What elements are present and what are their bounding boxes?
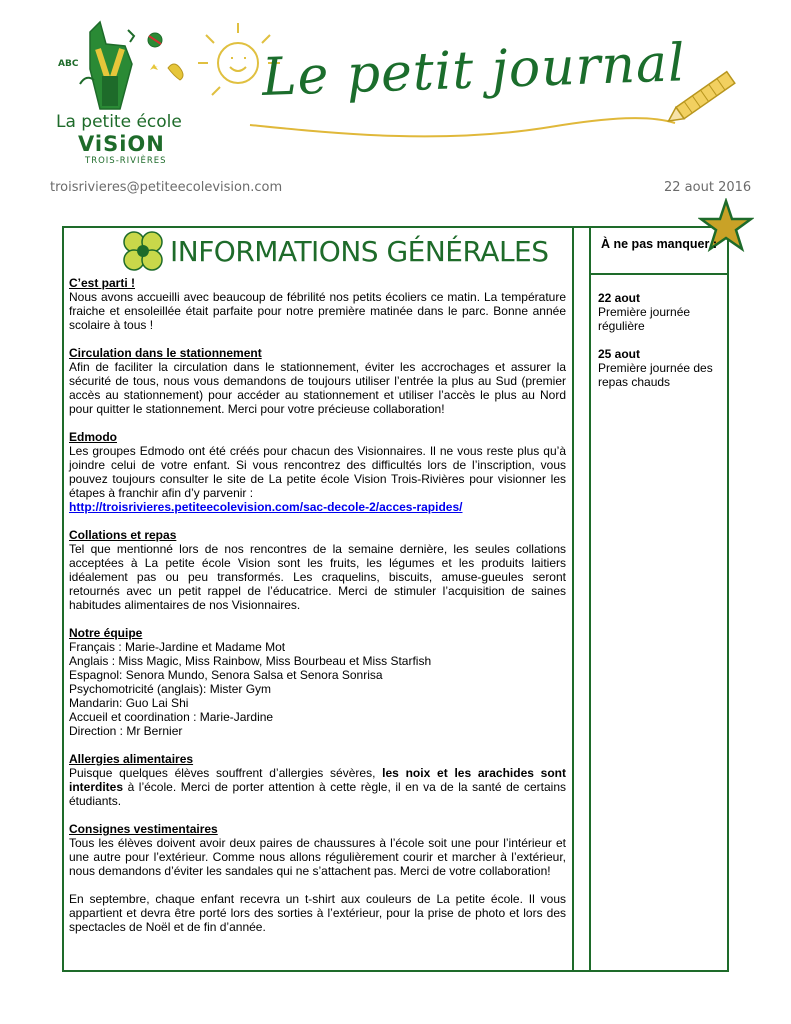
article-body: Tel que mentionné lors de nos rencontres de la semaine dernière, les seules collations acceptées à La petite école Vision sont les fruits, les légumes et les produits laitiers idéalement pas ou peu transformés. Les craquelins, biscuits, amuse-gueules seront retournés avec un petit rappel de l’éducatrice. Merci de stimuler l’acquisition de saines habitudes alimentaires de nos Visionnaires. — [69, 542, 566, 612]
sidebar-heading-rule — [589, 273, 729, 275]
column-divider — [589, 226, 591, 972]
article-clothing — [69, 822, 566, 934]
article-title: Consignes vestimentaires — [69, 822, 218, 836]
article-intro — [69, 276, 566, 332]
team-line: Direction : Mr Bernier — [69, 724, 183, 738]
article-body: En septembre, chaque enfant recevra un t-shirt aux couleurs de La petite école. Il vous appartient et devra être porté lors des sorties à l’extérieur, pour la prise de photo et lors des spectacles de Noël et de fin d’année. — [69, 892, 566, 934]
logo-crest-icon — [50, 14, 200, 114]
article-title: Circulation dans le stationnement — [69, 346, 262, 360]
article-body: Les groupes Edmodo ont été créés pour chacun des Visionnaires. Il ne vous reste plus qu’à joindre celui de votre enfant. Si vous rencontrez des difficultés lors de l’inscription, vous pouvez toujours consulter le site de La petite école Vision Trois-Rivières pour visionner les étapes à franchir afin d’y parvenir : — [69, 444, 566, 500]
issue-date: 22 aout 2016 — [664, 180, 752, 195]
school-brand: ViSiON — [78, 132, 165, 156]
sidebar-heading: À ne pas manquer : — [601, 237, 717, 251]
section-title: INFORMATIONS GÉNÉRALES — [170, 235, 549, 268]
sidebar-events — [598, 291, 722, 403]
article-title: Collations et repas — [69, 528, 177, 542]
article-body: Tous les élèves doivent avoir deux paires de chaussures à l’école soit une pour l’intérieur et une autre pour l’extérieur. Comme nous allons régulièrement courir et marcher à l’extérieur, nous demandons d’éviter les sandales qui ne s’attachent pas. Merci de votre collaboration! — [69, 836, 566, 878]
edmodo-link[interactable]: http://troisrivieres.petiteecolevision.com/sac-decole-2/acces-rapides/ — [69, 500, 463, 514]
team-line: Accueil et coordination : Marie-Jardine — [69, 710, 274, 724]
contact-email[interactable]: troisrivieres@petiteecolevision.com — [50, 180, 283, 195]
article-title: Notre équipe — [69, 626, 143, 640]
main-column — [69, 276, 566, 948]
event-text: Première journée des repas chauds — [598, 361, 713, 389]
team-line: Français : Marie-Jardine et Madame Mot — [69, 640, 286, 654]
team-line: Espagnol: Senora Mundo, Senora Salsa et Senora Sonrisa — [69, 668, 383, 682]
team-line: Anglais : Miss Magic, Miss Rainbow, Miss Bourbeau et Miss Starfish — [69, 654, 432, 668]
allergy-text: à l’école. Merci de porter attention à cette règle, il en va de la santé de certains étudiants. — [69, 780, 566, 808]
article-body: Nous avons accueilli avec beaucoup de fébrilité nos petits écoliers ce matin. La température fraiche et ensoleillée était parfaite pour notre première matinée dans le parc. Bonne année scolaire à tous ! — [69, 290, 566, 332]
flower-icon — [118, 228, 168, 274]
event-text: Première journée régulière — [598, 305, 691, 333]
logo-abc-text: ABC — [58, 59, 79, 69]
article-body: Afin de faciliter la circulation dans le stationnement, éviter les accrochages et assurer la sécurité de tous, nous vous demandons de toujours utiliser l’entrée la plus au Sud (premier accès au stationnement) pour accéder au stationnement et utiliser l’accès le plus au Nord pour quitter le stationnement. Merci pour votre précieuse collaboration! — [69, 360, 566, 416]
event-item — [598, 347, 722, 389]
article-title: C’est parti ! — [69, 276, 136, 290]
allergy-warning: les noix et les arachides sont interdites — [69, 766, 566, 794]
team-line: Psychomotricité (anglais): Mister Gym — [69, 682, 272, 696]
event-date: 25 aout — [598, 347, 641, 361]
event-date: 22 aout — [598, 291, 641, 305]
event-item — [598, 291, 722, 333]
article-snacks — [69, 528, 566, 612]
article-parking — [69, 346, 566, 416]
allergy-text: Puisque quelques élèves souffrent d’allergies sévères, — [69, 766, 383, 780]
article-title: Edmodo — [69, 430, 117, 444]
newsletter-title: Le petit journal — [260, 33, 687, 108]
team-line: Mandarin: Guo Lai Shi — [69, 696, 189, 710]
article-title: Allergies alimentaires — [69, 752, 194, 766]
article-team — [69, 626, 566, 738]
column-divider — [572, 226, 574, 972]
article-allergies — [69, 752, 566, 808]
article-body — [69, 766, 566, 808]
school-city: TROIS-RIVIÈRES — [85, 156, 167, 166]
school-name: La petite école — [56, 112, 182, 132]
article-edmodo — [69, 430, 566, 514]
